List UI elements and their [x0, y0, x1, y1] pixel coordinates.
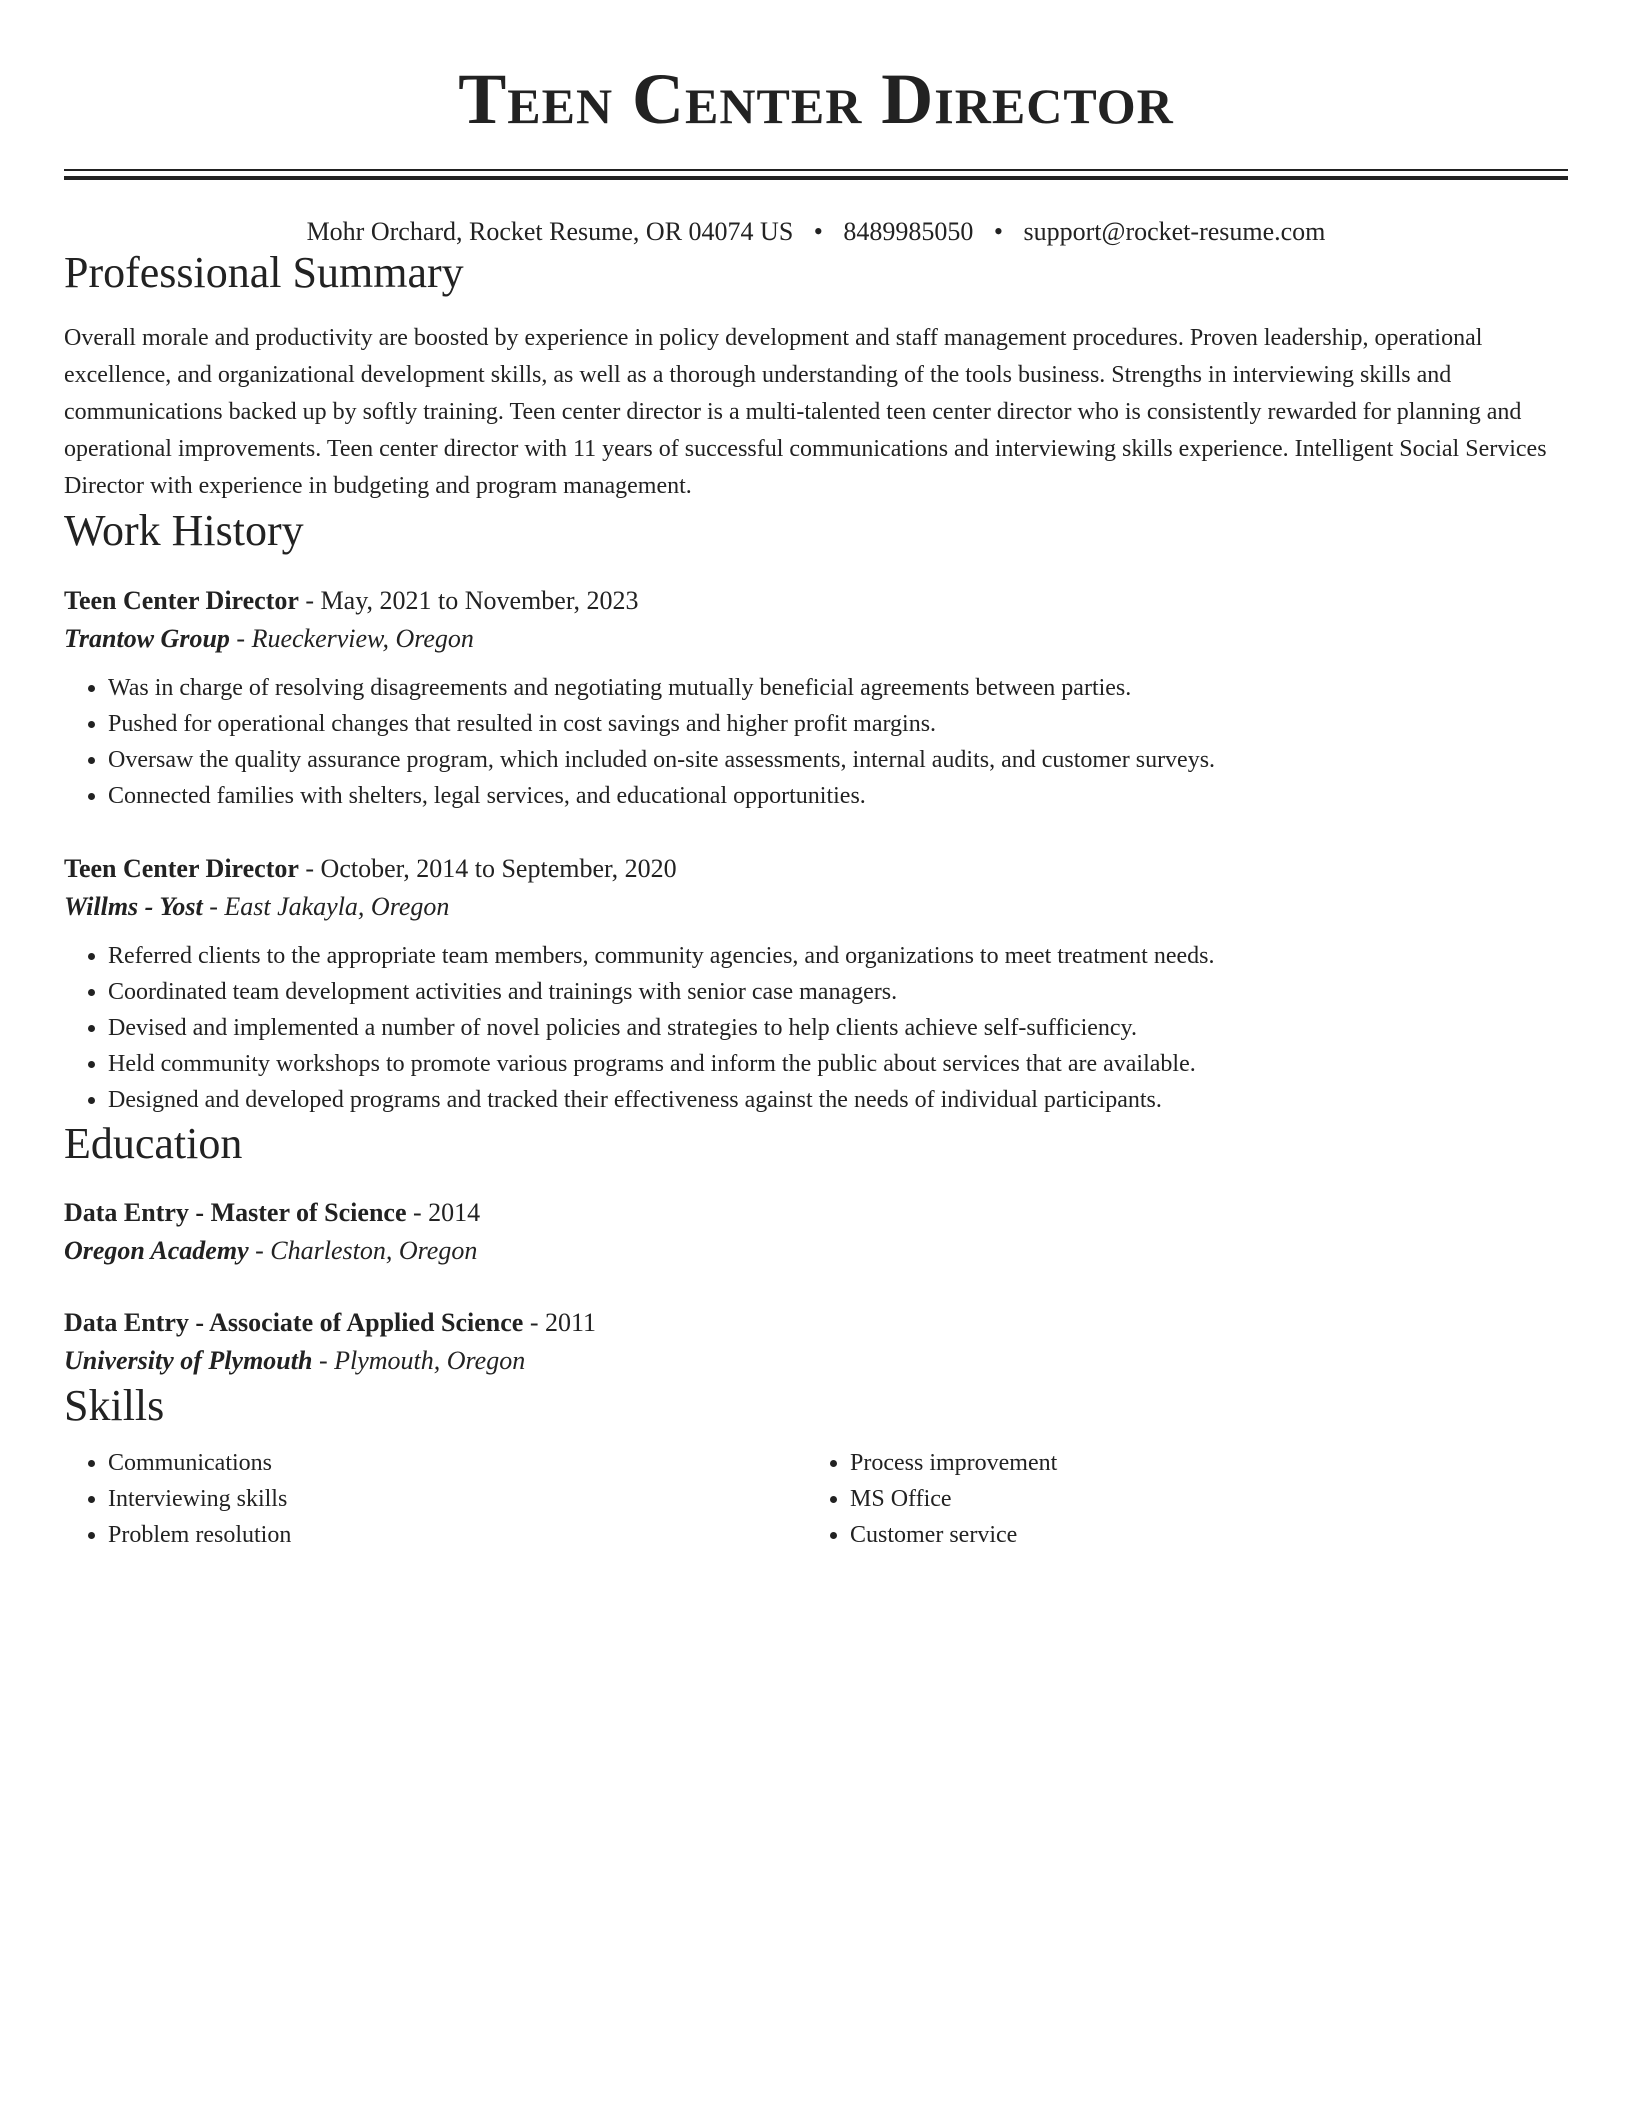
skill-item: • Problem resolution [108, 1517, 806, 1553]
job-employer-line [64, 620, 1568, 658]
job-bullet: • Coordinated team development activities and trainings with senior case managers. [108, 974, 1568, 1010]
contact-email: support@rocket-resume.com [1023, 216, 1326, 246]
education-degree: Data Entry - Master of Science [64, 1198, 407, 1228]
job-location: - Rueckerview, Oregon [229, 623, 474, 653]
job-bullets [64, 938, 1568, 1118]
job-location: - East Jakayla, Oregon [202, 891, 450, 921]
job-entry [64, 582, 1568, 814]
job-bullet: • Designed and developed programs and tracked their effectiveness against the needs of individual participants. [108, 1082, 1568, 1118]
education-heading: Education [64, 1118, 243, 1168]
skills-heading: Skills [64, 1381, 165, 1431]
skills-column-right [806, 1445, 1548, 1553]
skill-item: • Process improvement [850, 1445, 1548, 1481]
job-company: Willms - Yost [64, 891, 203, 921]
skill-item: • Customer service [850, 1517, 1548, 1553]
skills-column-left [64, 1445, 806, 1553]
skill-item: • Communications [108, 1445, 806, 1481]
education-school-line [64, 1232, 1568, 1270]
job-dates: - October, 2014 to September, 2020 [298, 853, 677, 883]
job-employer-line [64, 888, 1568, 926]
education-location: - Plymouth, Oregon [312, 1346, 526, 1376]
job-title: Teen Center Director [64, 853, 299, 883]
job-title: Teen Center Director [64, 585, 299, 615]
summary-text: Overall morale and productivity are boosted by experience in policy development and staff management procedures. Proven leadership, operational excellence, and organizational development skills, as well as a thorough understanding of the tools business. Strengths in interviewing skills and communications backed up by softly training. Teen center director is a multi-talented teen center director who is consistently rewarded for planning and operational improvements. Teen center director with 11 years of successful communications and interviewing skills experience. Intelligent Social Services Director with experience in budgeting and program management. [64, 324, 1547, 499]
education-year: - 2011 [523, 1308, 597, 1338]
contact-address: Mohr Orchard, Rocket Resume, OR 04074 US [306, 216, 794, 246]
job-bullet: • Devised and implemented a number of novel policies and strategies to help clients achieve self-sufficiency. [108, 1010, 1568, 1046]
job-dates: - May, 2021 to November, 2023 [298, 585, 639, 615]
education-school-line [64, 1342, 1568, 1380]
contact-separator: • [813, 216, 823, 246]
job-bullets [64, 670, 1568, 814]
education-location: - Charleston, Oregon [248, 1236, 478, 1266]
title-divider-thin [64, 169, 1568, 171]
contact-separator: • [993, 216, 1003, 246]
resume-title: Teen Center Director [458, 59, 1174, 139]
job-bullet: • Was in charge of resolving disagreements and negotiating mutually beneficial agreements between parties. [108, 670, 1568, 706]
job-bullet: • Oversaw the quality assurance program, which included on-site assessments, internal audits, and customer surveys. [108, 742, 1568, 778]
job-bullet: • Connected families with shelters, legal services, and educational opportunities. [108, 778, 1568, 814]
job-company: Trantow Group [64, 623, 230, 653]
job-bullet: • Pushed for operational changes that resulted in cost savings and higher profit margins. [108, 706, 1568, 742]
education-header [64, 1304, 1568, 1342]
work-history-heading: Work History [64, 505, 304, 555]
title-divider-thick [64, 176, 1568, 180]
education-entry [64, 1304, 1568, 1380]
job-bullet: • Held community workshops to promote various programs and inform the public about services that are available. [108, 1046, 1568, 1082]
job-header [64, 850, 1568, 888]
education-school: University of Plymouth [64, 1346, 313, 1376]
education-school: Oregon Academy [64, 1236, 249, 1266]
contact-line [64, 216, 1568, 247]
education-year: - 2014 [406, 1198, 481, 1228]
job-entry [64, 850, 1568, 1118]
skill-item: • Interviewing skills [108, 1481, 806, 1517]
skill-item: • MS Office [850, 1481, 1548, 1517]
job-bullet: • Referred clients to the appropriate team members, community agencies, and organizations to meet treatment needs. [108, 938, 1568, 974]
contact-phone: 8489985050 [843, 216, 974, 246]
education-entry [64, 1194, 1568, 1270]
summary-heading: Professional Summary [64, 247, 464, 297]
education-header [64, 1194, 1568, 1232]
job-header [64, 582, 1568, 620]
education-degree: Data Entry - Associate of Applied Science [64, 1308, 524, 1338]
skills-grid [64, 1445, 1568, 1553]
